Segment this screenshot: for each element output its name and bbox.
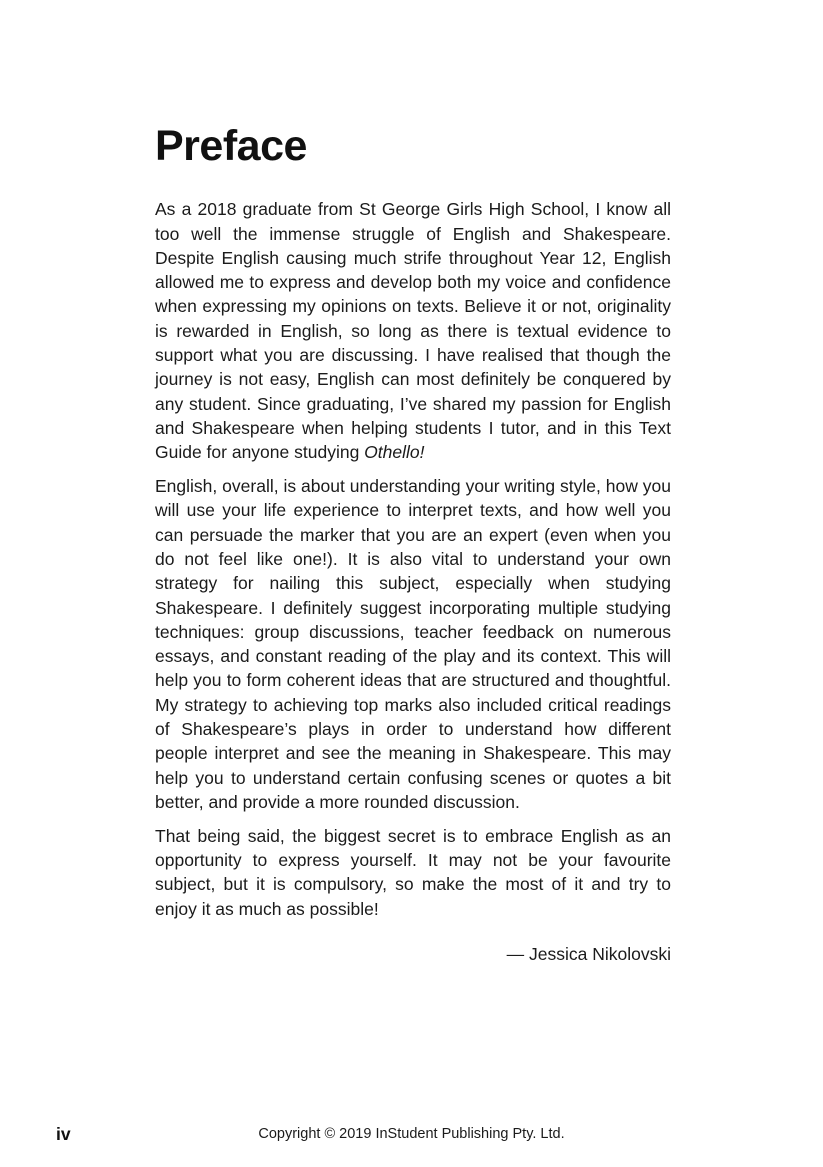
text-block: [155, 123, 671, 966]
preface-paragraph: [155, 197, 671, 464]
author-signature: — Jessica Nikolovski: [506, 943, 671, 964]
page-title: Preface: [155, 122, 307, 170]
preface-paragraphs: [155, 197, 671, 921]
preface-paragraph: [155, 824, 671, 921]
page-footer: [0, 1122, 823, 1152]
paragraph-text: As a 2018 graduate from St George Girls High School, I know all too well the immense struggle of English and Shakespeare. Despite English causing much strife throughout Year 12, English allowed me to express and develop both my voice and confidence when expressing my opinions on texts. Believe it or not, originality is rewarded in English, so long as there is textual evidence to support what you are discussing. I have realised that though the journey is not easy, English can most definitely be conquered by any student. Since graduating, I’ve shared my passion for English and Shakespeare when helping students I tutor, and in this Text Guide for anyone studying: [155, 199, 671, 463]
paragraph-text: That being said, the biggest secret is to embrace English as an opportunity to express yourself. It may not be your favourite subject, but it is compulsory, so make the most of it and try to enjoy it as much as possible!: [155, 825, 671, 919]
copyright-notice: Copyright © 2019 InStudent Publishing Pty. Ltd.: [258, 1126, 565, 1142]
page-number: iv: [56, 1124, 71, 1144]
preface-paragraph: [155, 474, 671, 814]
paragraph-text: English, overall, is about understanding your writing style, how you will use your life experience to interpret texts, and how well you can persuade the marker that you are an expert (even when you do not feel like one!). It is also vital to understand your own strategy for nailing this subject, especially when studying Shakespeare. I definitely suggest incorporating multiple studying techniques: group discussions, teacher feedback on numerous essays, and constant reading of the play and its context. This will help you to form coherent ideas that are structured and thoughtful. My strategy to achieving top marks also included critical readings of Shakespeare’s plays in order to understand how different people interpret and see the meaning in Shakespeare. This may help you to understand certain confusing scenes or quotes a bit better, and provide a more rounded discussion.: [155, 476, 671, 812]
italic-text: Othello!: [364, 442, 425, 463]
